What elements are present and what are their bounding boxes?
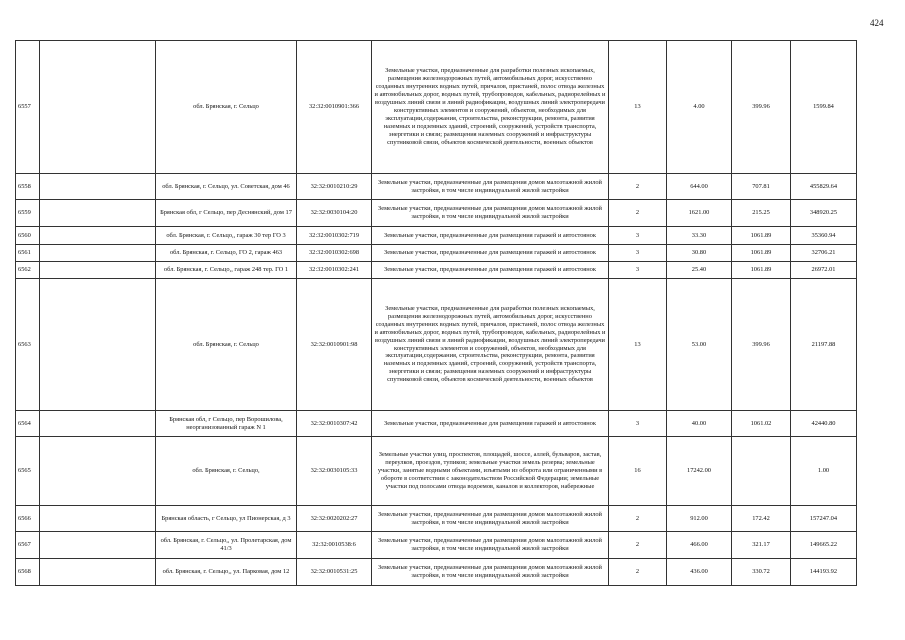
specific-value-cell: 215.25 [732,200,791,227]
address-cell: обл. Брянская, г. Сельцо,, ул. Пролетарская, дом 41/3 [156,532,297,559]
cadastral-value-cell: 149665.22 [791,532,857,559]
spacer-cell [40,227,156,245]
spacer-cell [40,279,156,411]
specific-value-cell: 1061.89 [732,227,791,245]
group-code-cell: 16 [609,437,667,506]
spacer-cell [40,506,156,532]
group-code-cell: 13 [609,279,667,411]
cadastral-number-cell: 32:32:0010302:698 [297,245,372,262]
cadastral-number-cell: 32:32:0010538:6 [297,532,372,559]
cadastral-value-cell: 455829.64 [791,174,857,200]
land-use-description-cell: Земельные участки, предназначенные для размещения гаражей и автостоянок [372,227,609,245]
cadastral-number-cell: 32:32:0020202:27 [297,506,372,532]
spacer-cell [40,245,156,262]
row-number-cell: 6567 [16,532,40,559]
address-cell: Брянская обл, г Сельцо, пер Ворошилова, неорганизованный гараж N 1 [156,411,297,437]
spacer-cell [40,559,156,586]
table-row [16,227,857,245]
area-cell: 912.00 [667,506,732,532]
row-number-cell: 6566 [16,506,40,532]
cadastral-value-cell: 35360.94 [791,227,857,245]
table-row [16,559,857,586]
spacer-cell [40,200,156,227]
address-cell: обл. Брянская, г. Сельцо, ул. Советская, дом 46 [156,174,297,200]
page-number: 424 [870,18,884,28]
area-cell: 1621.00 [667,200,732,227]
land-use-description-cell: Земельные участки, предназначенные для разработки полезных ископаемых, размещения железнодорожных путей, автомобильных дорог, искусственно созданных внутренних водных путей, причалов, пристаней, полос отвода железных и автомобильных дорог, водных путей, трубопроводов, кабельных, радиорелейных и воздушных линий связи и линий радиофикации, воздушных линий электропередачи конструктивных элементов и сооружений, объектов, необходимых для эксплуатации,содержания, строительства, реконструкции, ремонта, развития наземных и подземных зданий, строений, сооружений, устройств транспорта, энергетики и связи; размещения наземных сооружений и инфраструктуры спутниковой связи, объектов космической деятельности, военных объектов [372,279,609,411]
row-number-cell: 6563 [16,279,40,411]
cadastral-value-cell: 348920.25 [791,200,857,227]
group-code-cell: 2 [609,200,667,227]
specific-value-cell: 399.96 [732,41,791,174]
group-code-cell: 3 [609,245,667,262]
row-number-cell: 6558 [16,174,40,200]
group-code-cell: 2 [609,559,667,586]
table-row [16,532,857,559]
table-row [16,411,857,437]
specific-value-cell: 1061.89 [732,245,791,262]
area-cell: 4.00 [667,41,732,174]
address-cell: обл. Брянская, г. Сельцо [156,279,297,411]
table-row [16,437,857,506]
specific-value-cell: 321.17 [732,532,791,559]
area-cell: 25.40 [667,262,732,279]
cadastral-value-cell: 42440.80 [791,411,857,437]
cadastral-value-cell: 21197.88 [791,279,857,411]
area-cell: 644.00 [667,174,732,200]
cadastral-value-cell: 144193.92 [791,559,857,586]
address-cell: обл. Брянская, г. Сельцо,, гараж 248 тер. ГО 1 [156,262,297,279]
table-row [16,279,857,411]
group-code-cell: 13 [609,41,667,174]
row-number-cell: 6560 [16,227,40,245]
cadastral-number-cell: 32:32:0010531:25 [297,559,372,586]
group-code-cell: 3 [609,262,667,279]
area-cell: 30.80 [667,245,732,262]
cadastral-value-cell: 1.00 [791,437,857,506]
specific-value-cell: 1061.89 [732,262,791,279]
spacer-cell [40,437,156,506]
area-cell: 17242.00 [667,437,732,506]
specific-value-cell: 330.72 [732,559,791,586]
land-use-description-cell: Земельные участки, предназначенные для размещения домов малоэтажной жилой застройки, в том числе индивидуальной жилой застройки [372,532,609,559]
cadastral-number-cell: 32:32:0010901:366 [297,41,372,174]
address-cell: Брянская обл, г Сельцо, пер Деснянский, дом 17 [156,200,297,227]
table-row [16,506,857,532]
cadastral-number-cell: 32:32:0010901:98 [297,279,372,411]
spacer-cell [40,532,156,559]
spacer-cell [40,174,156,200]
row-number-cell: 6557 [16,41,40,174]
row-number-cell: 6562 [16,262,40,279]
address-cell: Брянская область, г Сельцо, ул Пионерская, д 3 [156,506,297,532]
address-cell: обл. Брянская, г. Сельцо [156,41,297,174]
table-row [16,245,857,262]
cadastral-number-cell: 32:32:0030105:33 [297,437,372,506]
land-use-description-cell: Земельные участки, предназначенные для размещения гаражей и автостоянок [372,411,609,437]
specific-value-cell: 399.96 [732,279,791,411]
specific-value-cell: 707.81 [732,174,791,200]
table-row [16,262,857,279]
specific-value-cell: 172.42 [732,506,791,532]
land-use-description-cell: Земельные участки, предназначенные для разработки полезных ископаемых, размещения железнодорожных путей, автомобильных дорог, искусственно созданных внутренних водных путей, причалов, пристаней, полос отвода железных и автомобильных дорог, водных путей, трубопроводов, кабельных, радиорелейных и воздушных линий связи и линий радиофикации, воздушных линий электропередачи конструктивных элементов и сооружений, объектов, необходимых для эксплуатации,содержания, строительства, реконструкции, ремонта, развития наземных и подземных зданий, строений, сооружений, устройств транспорта, энергетики и связи; размещения наземных сооружений и инфраструктуры спутниковой связи, объектов космической деятельности, военных объектов [372,41,609,174]
spacer-cell [40,262,156,279]
group-code-cell: 3 [609,227,667,245]
land-use-description-cell: Земельные участки, предназначенные для размещения домов малоэтажной жилой застройки, в том числе индивидуальной жилой застройки [372,200,609,227]
group-code-cell: 2 [609,174,667,200]
cadastral-value-cell: 32706.21 [791,245,857,262]
cadastral-value-cell: 26972.01 [791,262,857,279]
land-use-description-cell: Земельные участки, предназначенные для размещения домов малоэтажной жилой застройки, в том числе индивидуальной жилой застройки [372,559,609,586]
cadastral-value-cell: 157247.04 [791,506,857,532]
group-code-cell: 3 [609,411,667,437]
land-register-table [15,40,857,586]
table-row [16,200,857,227]
row-number-cell: 6564 [16,411,40,437]
land-use-description-cell: Земельные участки, предназначенные для размещения гаражей и автостоянок [372,262,609,279]
land-use-description-cell: Земельные участки, предназначенные для размещения домов малоэтажной жилой застройки, в том числе индивидуальной жилой застройки [372,174,609,200]
spacer-cell [40,41,156,174]
row-number-cell: 6559 [16,200,40,227]
cadastral-number-cell: 32:32:0010302:719 [297,227,372,245]
land-use-description-cell: Земельные участки, предназначенные для размещения гаражей и автостоянок [372,245,609,262]
row-number-cell: 6565 [16,437,40,506]
specific-value-cell: 1061.02 [732,411,791,437]
table-row [16,41,857,174]
area-cell: 53.00 [667,279,732,411]
row-number-cell: 6568 [16,559,40,586]
area-cell: 40.00 [667,411,732,437]
cadastral-value-cell: 1599.84 [791,41,857,174]
area-cell: 33.30 [667,227,732,245]
table-row [16,174,857,200]
spacer-cell [40,411,156,437]
row-number-cell: 6561 [16,245,40,262]
address-cell: обл. Брянская, г. Сельцо, ГО 2, гараж 463 [156,245,297,262]
table-body [16,41,857,586]
land-use-description-cell: Земельные участки улиц, проспектов, площадей, шоссе, аллей, бульваров, застав, переулков, проездов, тупиков; земельные участки земель резерва; земельные участки, занятые водными объектами, изъятыми из оборота или ограниченными в обороте в соответствии с законодательством Российской Федерации; земельные участки под полосами отвода водоемов, каналов и коллекторов, набережные [372,437,609,506]
address-cell: обл. Брянская, г. Сельцо,, ул. Парковая, дом 12 [156,559,297,586]
cadastral-number-cell: 32:32:0010307:42 [297,411,372,437]
cadastral-number-cell: 32:32:0010302:241 [297,262,372,279]
group-code-cell: 2 [609,532,667,559]
group-code-cell: 2 [609,506,667,532]
specific-value-cell [732,437,791,506]
area-cell: 436.00 [667,559,732,586]
cadastral-number-cell: 32:32:0010210:29 [297,174,372,200]
land-use-description-cell: Земельные участки, предназначенные для размещения домов малоэтажной жилой застройки, в том числе индивидуальной жилой застройки [372,506,609,532]
address-cell: обл. Брянская, г. Сельцо,, гараж 30 тер ГО 3 [156,227,297,245]
cadastral-number-cell: 32:32:0030104:20 [297,200,372,227]
area-cell: 466.00 [667,532,732,559]
address-cell: обл. Брянская, г. Сельцо, [156,437,297,506]
